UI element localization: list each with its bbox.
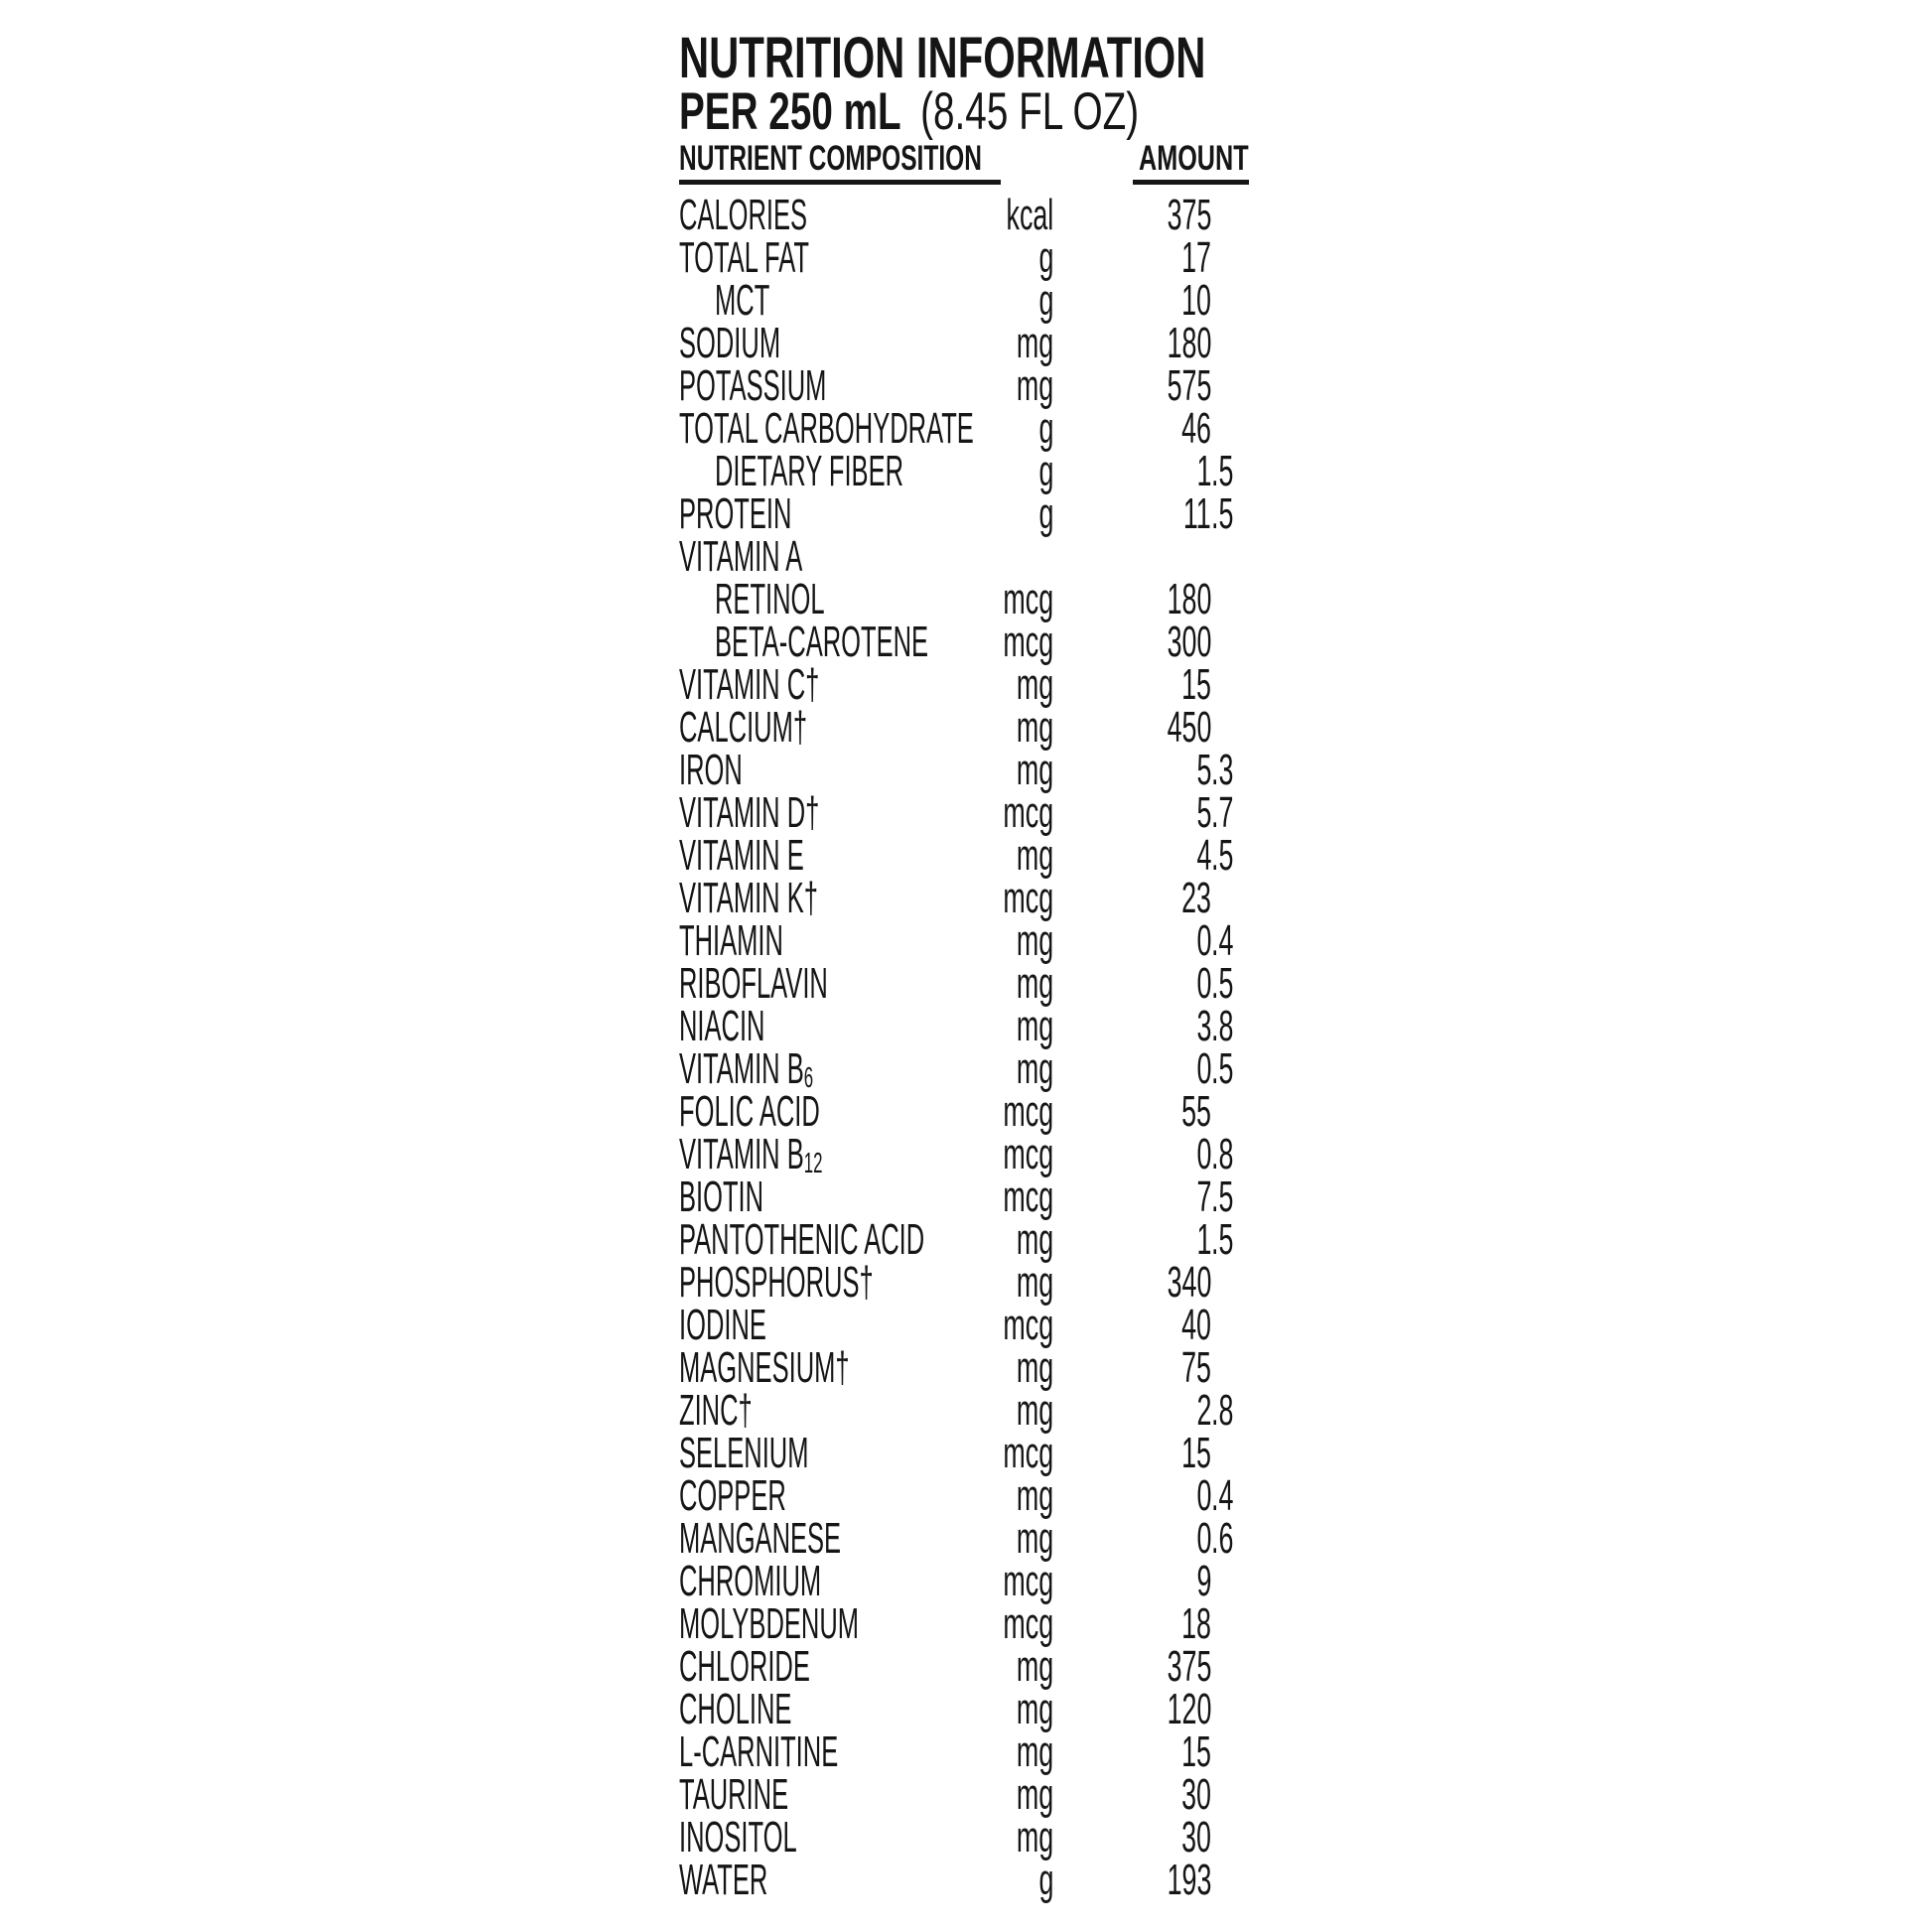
nutrient-name: VITAMIN C† <box>679 660 820 709</box>
subscript: 12 <box>803 1148 823 1179</box>
nutrient-name: SODIUM <box>679 319 781 367</box>
nutrient-unit: mg <box>1016 1471 1053 1520</box>
amount-fraction: .8 <box>1211 1002 1234 1050</box>
table-row <box>679 276 1275 325</box>
nutrient-name: PANTOTHENIC ACID <box>679 1215 925 1264</box>
nutrient-unit: mg <box>1016 1813 1053 1862</box>
nutrient-unit: mg <box>1016 959 1053 1008</box>
table-row <box>679 959 1275 1008</box>
amount-fraction: .5 <box>1211 489 1234 538</box>
table-row <box>679 703 1275 752</box>
subscript: 6 <box>803 1062 814 1094</box>
nutrient-unit: mcg <box>1003 618 1053 666</box>
nutrient-name: NIACIN <box>679 1002 765 1050</box>
table-row <box>679 660 1275 709</box>
table-row <box>679 1386 1275 1435</box>
amount-integer: 18 <box>1181 1599 1211 1648</box>
nutrient-name: CALORIES <box>679 191 808 239</box>
amount-integer: 375 <box>1167 1642 1211 1691</box>
table-row <box>679 1557 1275 1605</box>
nutrient-name: POTASSIUM <box>679 361 827 410</box>
table-row <box>679 1087 1275 1136</box>
table-row <box>679 361 1275 410</box>
amount-integer: 180 <box>1167 575 1211 623</box>
nutrient-unit: mg <box>1016 1642 1053 1691</box>
amount-fraction: .5 <box>1211 1044 1234 1093</box>
table-row <box>679 831 1275 880</box>
amount-integer: 11 <box>1183 489 1211 538</box>
amount-integer: 0 <box>1196 1471 1211 1520</box>
nutrient-name: COPPER <box>679 1471 786 1520</box>
table-row <box>679 532 1275 581</box>
nutrient-unit: mcg <box>1003 575 1053 623</box>
amount-fraction: .5 <box>1211 959 1234 1008</box>
nutrient-name: TOTAL FAT <box>679 233 809 282</box>
nutrient-unit: mcg <box>1003 788 1053 837</box>
nutrient-name: BIOTIN <box>679 1173 764 1221</box>
table-row <box>679 1599 1275 1648</box>
amount-integer: 0 <box>1196 1514 1211 1563</box>
nutrient-name: VITAMIN B6 <box>679 1044 814 1094</box>
nutrient-name: MAGNESIUM† <box>679 1343 850 1392</box>
nutrient-name: PROTEIN <box>679 489 792 538</box>
table-row <box>679 489 1275 538</box>
table-row <box>679 1343 1275 1392</box>
nutrient-name: RETINOL <box>715 575 825 623</box>
nutrient-unit: g <box>1038 489 1053 538</box>
nutrient-name: VITAMIN B12 <box>679 1130 823 1179</box>
nutrient-unit: mcg <box>1003 1130 1053 1178</box>
nutrient-name: SELENIUM <box>679 1429 809 1477</box>
serving-size-volume: PER 250 mL <box>679 82 901 141</box>
table-row <box>679 233 1275 282</box>
table-row <box>679 1002 1275 1050</box>
header-rule-right <box>1133 180 1249 185</box>
amount-integer: 7 <box>1196 1173 1211 1221</box>
amount-fraction: .5 <box>1211 447 1234 495</box>
nutrient-name: VITAMIN D† <box>679 788 820 837</box>
nutrient-name: CHLORIDE <box>679 1642 810 1691</box>
table-row <box>679 1044 1275 1094</box>
amount-fraction: .7 <box>1211 788 1234 837</box>
nutrient-unit: mg <box>1016 1343 1053 1392</box>
amount-integer: 15 <box>1181 1727 1211 1776</box>
nutrient-unit: mg <box>1016 1258 1053 1307</box>
table-row <box>679 1130 1275 1179</box>
amount-integer: 2 <box>1196 1386 1211 1435</box>
amount-integer: 375 <box>1167 191 1211 239</box>
amount-integer: 300 <box>1167 618 1211 666</box>
nutrient-name: FOLIC ACID <box>679 1087 820 1136</box>
nutrient-name: RIBOFLAVIN <box>679 959 828 1008</box>
column-header-nutrient: NUTRIENT COMPOSITION <box>679 139 982 178</box>
table-row <box>679 1215 1275 1264</box>
label-title: NUTRITION INFORMATION <box>679 26 1206 90</box>
amount-integer: 120 <box>1167 1685 1211 1733</box>
amount-integer: 1 <box>1196 1215 1211 1264</box>
table-row <box>679 1727 1275 1776</box>
amount-integer: 17 <box>1181 233 1211 282</box>
amount-integer: 30 <box>1181 1770 1211 1819</box>
table-row <box>679 1685 1275 1733</box>
amount-integer: 0 <box>1196 1044 1211 1093</box>
header-rule-left <box>679 180 1001 185</box>
nutrient-unit: mg <box>1016 916 1053 965</box>
table-row <box>679 447 1275 495</box>
nutrient-unit: mcg <box>1003 1301 1053 1349</box>
table-row <box>679 746 1275 794</box>
serving-size-line <box>679 82 1140 141</box>
nutrient-unit: mcg <box>1003 1599 1053 1648</box>
nutrient-unit: mg <box>1016 1044 1053 1093</box>
table-row <box>679 1301 1275 1349</box>
amount-fraction: .3 <box>1211 746 1234 794</box>
nutrient-name: VITAMIN E <box>679 831 804 880</box>
nutrient-name: DIETARY FIBER <box>715 447 904 495</box>
table-row <box>679 1813 1275 1862</box>
table-row <box>679 1770 1275 1819</box>
nutrition-label <box>679 0 1275 1932</box>
amount-integer: 180 <box>1167 319 1211 367</box>
nutrient-unit: mg <box>1016 1386 1053 1435</box>
amount-integer: 55 <box>1181 1087 1211 1136</box>
nutrient-unit: mg <box>1016 1727 1053 1776</box>
nutrient-name: MANGANESE <box>679 1514 842 1563</box>
amount-integer: 5 <box>1196 788 1211 837</box>
amount-fraction: .8 <box>1211 1386 1234 1435</box>
amount-integer: 40 <box>1181 1301 1211 1349</box>
table-row <box>679 319 1275 367</box>
nutrient-name: TOTAL CARBOHYDRATE <box>679 404 974 453</box>
amount-fraction: .5 <box>1211 831 1234 880</box>
nutrient-unit: mg <box>1016 361 1053 410</box>
amount-fraction: .8 <box>1211 1130 1234 1178</box>
amount-integer: 450 <box>1167 703 1211 752</box>
nutrient-unit: g <box>1038 404 1053 453</box>
nutrient-name: VITAMIN A <box>679 532 803 581</box>
amount-integer: 10 <box>1181 276 1211 325</box>
nutrient-unit: mg <box>1016 1215 1053 1264</box>
amount-integer: 0 <box>1196 916 1211 965</box>
amount-integer: 0 <box>1196 1130 1211 1178</box>
nutrient-unit: mcg <box>1003 874 1053 922</box>
nutrient-unit: g <box>1038 276 1053 325</box>
table-row <box>679 1514 1275 1563</box>
nutrient-unit: mg <box>1016 1770 1053 1819</box>
nutrient-name: IRON <box>679 746 743 794</box>
table-row <box>679 1471 1275 1520</box>
nutrient-name: MOLYBDENUM <box>679 1599 860 1648</box>
amount-integer: 75 <box>1181 1343 1211 1392</box>
amount-integer: 3 <box>1196 1002 1211 1050</box>
table-row <box>679 916 1275 965</box>
nutrient-name: L-CARNITINE <box>679 1727 839 1776</box>
nutrient-unit: g <box>1038 1856 1053 1904</box>
table-row <box>679 788 1275 837</box>
table-row <box>679 1642 1275 1691</box>
amount-integer: 340 <box>1167 1258 1211 1307</box>
nutrient-name: BETA-CAROTENE <box>715 618 929 666</box>
nutrient-unit: mg <box>1016 660 1053 709</box>
amount-integer: 23 <box>1181 874 1211 922</box>
table-row <box>679 404 1275 453</box>
amount-integer: 15 <box>1181 660 1211 709</box>
nutrient-unit: kcal <box>1006 191 1053 239</box>
nutrient-name: CALCIUM† <box>679 703 808 752</box>
nutrient-name: MCT <box>715 276 770 325</box>
amount-integer: 575 <box>1167 361 1211 410</box>
amount-fraction: .4 <box>1211 916 1234 965</box>
table-row <box>679 618 1275 666</box>
nutrient-name: THIAMIN <box>679 916 783 965</box>
amount-integer: 46 <box>1181 404 1211 453</box>
amount-integer: 4 <box>1196 831 1211 880</box>
table-row <box>679 1429 1275 1477</box>
nutrient-unit: mg <box>1016 1514 1053 1563</box>
nutrient-unit: mg <box>1016 831 1053 880</box>
nutrient-unit: mg <box>1016 1002 1053 1050</box>
table-row <box>679 575 1275 623</box>
nutrient-name: IODINE <box>679 1301 766 1349</box>
nutrient-unit: mcg <box>1003 1557 1053 1605</box>
nutrient-unit: g <box>1038 233 1053 282</box>
table-row <box>679 874 1275 922</box>
nutrient-unit: mcg <box>1003 1087 1053 1136</box>
nutrient-name: VITAMIN K† <box>679 874 818 922</box>
amount-integer: 5 <box>1196 746 1211 794</box>
column-header-amount: AMOUNT <box>1139 139 1249 178</box>
nutrient-name: TAURINE <box>679 1770 789 1819</box>
nutrient-name: CHROMIUM <box>679 1557 822 1605</box>
amount-integer: 1 <box>1196 447 1211 495</box>
nutrient-table <box>679 191 1275 1904</box>
amount-integer: 0 <box>1196 959 1211 1008</box>
nutrient-name: INOSITOL <box>679 1813 797 1862</box>
nutrient-unit: mg <box>1016 746 1053 794</box>
amount-integer: 9 <box>1196 1557 1211 1605</box>
amount-fraction: .6 <box>1211 1514 1234 1563</box>
nutrient-name: ZINC† <box>679 1386 753 1435</box>
table-row <box>679 1258 1275 1307</box>
table-row <box>679 1173 1275 1221</box>
table-row <box>679 1856 1275 1904</box>
amount-integer: 15 <box>1181 1429 1211 1477</box>
serving-size-floz: (8.45 FL OZ) <box>920 82 1140 141</box>
nutrient-name: CHOLINE <box>679 1685 792 1733</box>
amount-integer: 30 <box>1181 1813 1211 1862</box>
nutrient-name: PHOSPHORUS† <box>679 1258 874 1307</box>
nutrient-name: WATER <box>679 1856 768 1904</box>
amount-integer: 193 <box>1167 1856 1211 1904</box>
nutrient-unit: mg <box>1016 703 1053 752</box>
nutrient-unit: g <box>1038 447 1053 495</box>
amount-fraction: .5 <box>1211 1215 1234 1264</box>
nutrient-unit: mg <box>1016 319 1053 367</box>
nutrient-unit: mcg <box>1003 1429 1053 1477</box>
table-row <box>679 191 1275 239</box>
amount-fraction: .4 <box>1211 1471 1234 1520</box>
nutrient-unit: mg <box>1016 1685 1053 1733</box>
nutrient-unit: mcg <box>1003 1173 1053 1221</box>
amount-fraction: .5 <box>1211 1173 1234 1221</box>
